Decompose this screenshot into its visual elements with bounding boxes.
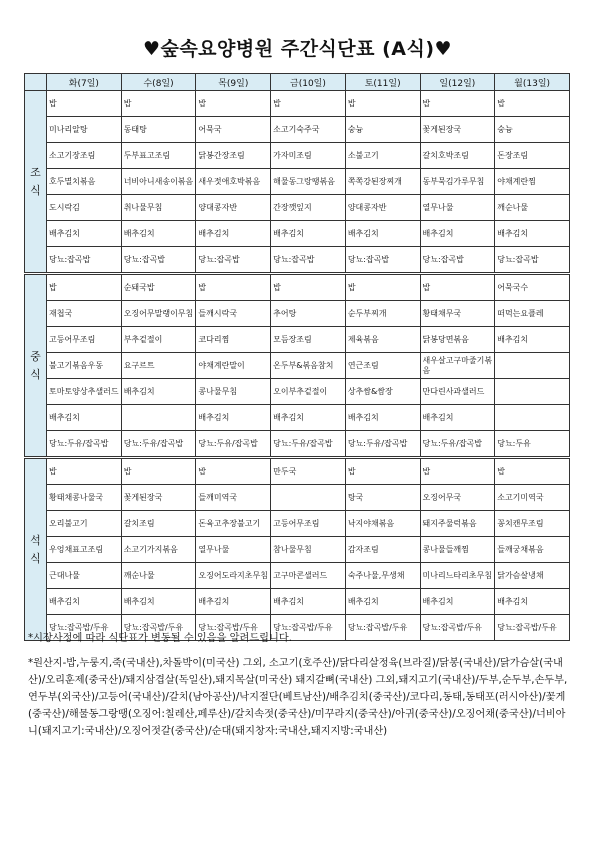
price-change-notice: *시장사정에 따라 식단표가 변동될 수 있음을 알려드립니다. [28,633,292,644]
menu-cell: 오징어무국 [420,485,495,511]
menu-cell: 동부묵김가루무침 [420,169,495,195]
origin-notice: *원산지-밥,누룽지,죽(국내산),차돌박이(미국산) 그외, 소고기(호주산)/닭다리살정육(브라질)/닭봉(국내산)/닭가슴살(국내산)/오리훈제(중국산)/돼지삼겹살(독일산),돼지목살(미국산) 돼지갈뼈(국내산) 그외,돼지고기(국내산)/두부,순두부,손두부,연두부(외국산)/고등어(국내산)/갈치(남아공산)/낙지절단(베트남산)/배추김치(중국산)/코다리,동태,동태포(러시아산)/꽃게(중국산)/해물동그랑땡(오징어:칠레산,페루산)/갈치속젓(중국산)/미꾸라지(중국산)/아귀(중국산)/오징어채(중국산)/너비아니(돼지고기:국내산)/오징어젓갈(중국산)/순대(돼지창자:국내산,돼지지방:국내산) [28,658,568,737]
menu-cell: 해물동그랑땡볶음 [271,169,346,195]
menu-cell: 황태채무국 [420,301,495,327]
menu-cell: 배추김치 [420,589,495,615]
menu-cell [495,405,570,431]
menu-cell: 가자미조림 [271,143,346,169]
menu-cell: 당뇨:두유/잡곡밥 [271,431,346,458]
menu-row [25,247,570,274]
menu-cell: 깨순나물 [121,563,196,589]
corner-cell [25,74,47,91]
menu-cell: 배추김치 [47,221,122,247]
menu-cell: 어묵국 [196,117,271,143]
menu-cell: 꽁치캔무조림 [495,511,570,537]
menu-row [25,91,570,117]
menu-cell: 밥 [271,91,346,117]
menu-row [25,537,570,563]
meal-label-char: 조 [30,165,41,179]
menu-cell: 콩나물들깨찜 [420,537,495,563]
menu-cell: 새우살고구마줄기볶음 [420,353,495,379]
menu-cell: 숙주나물,무생채 [345,563,420,589]
meal-label-char: 석 [30,533,41,547]
menu-cell: 배추김치 [271,221,346,247]
menu-cell: 밥 [345,458,420,485]
menu-cell: 밥 [196,274,271,301]
menu-cell: 당뇨:잡곡밥 [271,247,346,274]
menu-row [25,485,570,511]
menu-cell: 콩나물무침 [196,379,271,405]
day-header: 금(10일) [271,74,346,91]
meal-label-char: 식 [30,183,41,197]
meal-label-char: 식 [30,551,41,565]
menu-cell: 닭가슴살냉채 [495,563,570,589]
menu-cell: 밥 [420,91,495,117]
menu-cell: 양대콩자반 [345,195,420,221]
menu-cell: 숭늉 [495,117,570,143]
menu-cell: 깨순나물 [495,195,570,221]
menu-cell: 밥 [196,91,271,117]
menu-cell: 만두국 [271,458,346,485]
menu-cell: 꽃게된장국 [420,117,495,143]
menu-cell: 밥 [420,458,495,485]
menu-cell: 갈치호박조림 [420,143,495,169]
menu-cell: 불고기볶음우동 [47,353,122,379]
menu-row [25,274,570,301]
menu-body [25,91,570,641]
menu-cell: 돈장조림 [495,143,570,169]
menu-cell: 숭늉 [345,117,420,143]
menu-cell: 황태채콩나물국 [47,485,122,511]
menu-cell: 당뇨:잡곡밥/두유 [47,615,122,641]
menu-cell: 당뇨:잡곡밥 [420,247,495,274]
menu-row [25,327,570,353]
menu-cell: 호두멸치볶음 [47,169,122,195]
menu-cell: 오징어무말랭이무침 [121,301,196,327]
menu-cell [271,485,346,511]
menu-cell: 당뇨:잡곡밥 [196,247,271,274]
menu-cell: 배추김치 [121,221,196,247]
menu-cell: 떠먹는요플레 [495,301,570,327]
menu-cell: 당뇨:잡곡밥 [47,247,122,274]
menu-row [25,511,570,537]
menu-row [25,143,570,169]
menu-cell: 오징어도라지초무침 [196,563,271,589]
menu-cell [495,353,570,379]
menu-row [25,353,570,379]
menu-cell: 배추김치 [345,405,420,431]
menu-cell: 밥 [420,274,495,301]
menu-cell: 소고기미역국 [495,485,570,511]
menu-cell: 배추김치 [121,589,196,615]
menu-cell: 당뇨:두유/잡곡밥 [121,431,196,458]
menu-cell: 상추쌈&쌈장 [345,379,420,405]
menu-cell: 간장깻잎지 [271,195,346,221]
menu-cell: 배추김치 [495,221,570,247]
menu-cell: 고등어무조림 [271,511,346,537]
meal-label-char: 식 [30,367,41,381]
meal-label [25,458,47,641]
menu-cell: 온두부&볶음참치 [271,353,346,379]
menu-cell: 돼지주물럭볶음 [420,511,495,537]
menu-cell: 야채계란말이 [196,353,271,379]
menu-row [25,169,570,195]
menu-cell: 당뇨:잡곡밥/두유 [420,615,495,641]
menu-cell: 밥 [47,91,122,117]
menu-cell: 도시락김 [47,195,122,221]
menu-cell: 당뇨:두유/잡곡밥 [196,431,271,458]
menu-cell: 밥 [47,458,122,485]
menu-cell: 닭봉간장조림 [196,143,271,169]
menu-cell: 고구마콘샐러드 [271,563,346,589]
menu-cell: 참나물무침 [271,537,346,563]
menu-cell: 오이부추겉절이 [271,379,346,405]
menu-cell: 당뇨:두유/잡곡밥 [47,431,122,458]
menu-cell: 배추김치 [345,221,420,247]
menu-cell: 열무나물 [196,537,271,563]
menu-cell: 동태탕 [121,117,196,143]
menu-cell: 재첩국 [47,301,122,327]
menu-cell: 쪽쪽강된장찌개 [345,169,420,195]
day-header: 수(8일) [121,74,196,91]
menu-cell: 당뇨:잡곡밥/두유 [495,615,570,641]
menu-cell: 너비아니새송이볶음 [121,169,196,195]
menu-cell: 만다린사과샐러드 [420,379,495,405]
menu-cell: 고등어무조림 [47,327,122,353]
menu-cell: 들깨궁채볶음 [495,537,570,563]
menu-cell: 배추김치 [271,405,346,431]
menu-cell: 당뇨:잡곡밥 [495,247,570,274]
menu-cell: 당뇨:잡곡밥/두유 [121,615,196,641]
menu-cell: 밥 [121,458,196,485]
menu-cell: 당뇨:잡곡밥 [345,247,420,274]
menu-cell: 어묵국수 [495,274,570,301]
menu-cell: 우엉채표고조림 [47,537,122,563]
menu-row [25,405,570,431]
menu-cell: 미나리느타리초무침 [420,563,495,589]
menu-cell: 당뇨:잡곡밥/두유 [271,615,346,641]
day-header: 토(11일) [345,74,420,91]
menu-cell: 밥 [345,274,420,301]
day-header: 월(13일) [495,74,570,91]
menu-row [25,117,570,143]
menu-cell: 밥 [495,458,570,485]
menu-cell: 당뇨:잡곡밥 [121,247,196,274]
menu-cell: 당뇨:두유/잡곡밥 [420,431,495,458]
menu-cell: 제육볶음 [345,327,420,353]
menu-row [25,379,570,405]
menu-cell: 탕국 [345,485,420,511]
menu-cell: 근대나물 [47,563,122,589]
menu-cell: 배추김치 [196,405,271,431]
menu-row [25,221,570,247]
menu-row [25,301,570,327]
menu-cell: 배추김치 [420,405,495,431]
menu-cell: 부추겉절이 [121,327,196,353]
day-header: 일(12일) [420,74,495,91]
page-title: ♥숲속요양병원 주간식단표 (A식)♥ [142,38,453,60]
menu-cell: 열무나물 [420,195,495,221]
menu-cell: 배추김치 [121,379,196,405]
menu-cell: 밥 [271,274,346,301]
menu-cell: 배추김치 [420,221,495,247]
menu-cell: 밥 [495,91,570,117]
meal-label [25,91,47,274]
menu-cell: 돈육고추장불고기 [196,511,271,537]
menu-cell: 추어탕 [271,301,346,327]
menu-cell: 당뇨:잡곡밥/두유 [345,615,420,641]
menu-cell: 요구르트 [121,353,196,379]
menu-cell: 밥 [345,91,420,117]
menu-cell: 소고기숙주국 [271,117,346,143]
menu-cell: 당뇨:두유/잡곡밥 [345,431,420,458]
menu-cell [495,379,570,405]
menu-cell: 모듬장조림 [271,327,346,353]
menu-cell: 새우젓애호박볶음 [196,169,271,195]
menu-cell: 배추김치 [47,405,122,431]
menu-cell: 밥 [47,274,122,301]
menu-cell [121,405,196,431]
menu-cell: 들깨미역국 [196,485,271,511]
menu-cell: 배추김치 [271,589,346,615]
day-header: 목(9일) [196,74,271,91]
menu-cell: 코다리찜 [196,327,271,353]
menu-cell: 배추김치 [47,589,122,615]
menu-cell: 당뇨:잡곡밥/두유 [196,615,271,641]
menu-row [25,563,570,589]
menu-cell: 배추김치 [196,589,271,615]
menu-row [25,458,570,485]
day-header: 화(7일) [47,74,122,91]
menu-cell: 연근조림 [345,353,420,379]
meal-label [25,274,47,458]
menu-cell: 밥 [121,91,196,117]
menu-row [25,431,570,458]
menu-cell: 밥 [196,458,271,485]
menu-cell: 배추김치 [495,589,570,615]
menu-cell: 감자조림 [345,537,420,563]
weekly-menu-table [24,73,570,641]
menu-cell: 배추김치 [196,221,271,247]
menu-cell: 낙지야채볶음 [345,511,420,537]
menu-cell: 토마토양상추샐러드 [47,379,122,405]
menu-cell: 배추김치 [495,327,570,353]
menu-cell: 야채계란찜 [495,169,570,195]
menu-cell: 소고기장조림 [47,143,122,169]
menu-cell: 들깨시락국 [196,301,271,327]
menu-cell: 오리불고기 [47,511,122,537]
menu-cell: 소고기가지볶음 [121,537,196,563]
menu-cell: 소불고기 [345,143,420,169]
menu-cell: 갈치조림 [121,511,196,537]
meal-label-char: 중 [30,349,41,363]
menu-row [25,195,570,221]
menu-cell: 두부표고조림 [121,143,196,169]
menu-cell: 취나물무침 [121,195,196,221]
menu-cell: 순돼국밥 [121,274,196,301]
menu-cell: 당뇨:두유 [495,431,570,458]
menu-cell: 미나리알탕 [47,117,122,143]
menu-cell: 양대콩자반 [196,195,271,221]
menu-cell: 닭봉당면볶음 [420,327,495,353]
day-header-row [25,74,570,91]
menu-row [25,589,570,615]
menu-cell: 순두부찌개 [345,301,420,327]
notes-section [28,630,568,748]
menu-cell: 배추김치 [345,589,420,615]
menu-cell: 꽃게된장국 [121,485,196,511]
